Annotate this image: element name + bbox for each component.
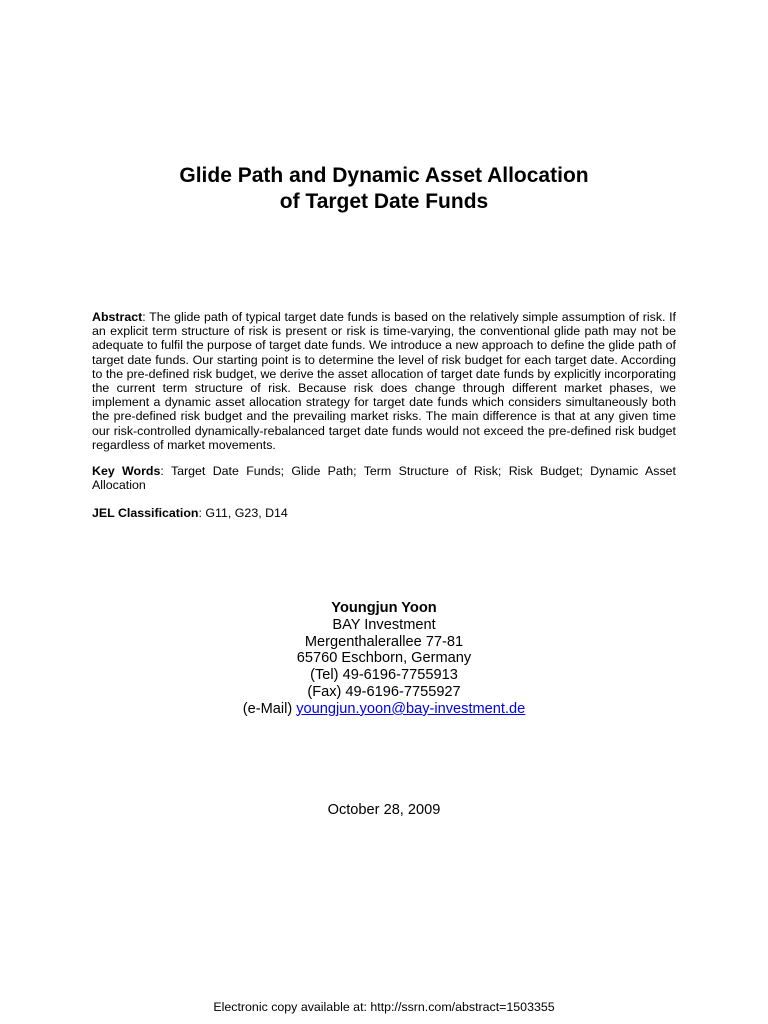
jel-label: JEL Classification [92, 506, 199, 520]
author-email-line [0, 701, 768, 718]
jel-text: : G11, G23, D14 [198, 506, 288, 520]
title-line-2: of Target Date Funds [279, 190, 489, 213]
keywords-paragraph [92, 464, 676, 492]
abstract-label: Abstract [92, 310, 143, 324]
title-line-1: Glide Path and Dynamic Asset Allocation [179, 164, 589, 187]
ssrn-footer: Electronic copy available at: http://ssrn.com/abstract=1503355 [213, 1000, 555, 1014]
paper-date: October 28, 2009 [327, 802, 441, 818]
abstract-paragraph [92, 310, 676, 452]
author-block [0, 600, 768, 718]
paper-title [0, 163, 768, 215]
email-link[interactable]: youngjun.yoon@bay-investment.de [296, 700, 526, 717]
email-label: (e-Mail) [242, 700, 297, 717]
keywords-label: Key Words [92, 464, 161, 478]
author-name: Youngjun Yoon [331, 600, 437, 616]
abstract-text: : The glide path of typical target date funds is based on the relatively simple assumption of risk. If an explicit term structure of risk is present or risk is time-varying, the conventional glide path may not be adequate to fulfil the purpose of target date funds. We introduce a new approach to define the glide path of target date funds. Our starting point is to determine the level of risk budget for each target date. According to the pre-defined risk budget, we derive the asset allocation of target date funds by explicitly incorporating the current term structure of risk. Because risk does change through different market phases, we implement a dynamic asset allocation strategy for target date funds which considers simultaneously both the pre-defined risk budget and the prevailing market risks. The main difference is that at any given time our risk-controlled dynamically-rebalanced target date funds would not exceed the pre-defined risk budget regardless of market movements. [92, 310, 676, 452]
jel-classification [92, 506, 676, 520]
author-city: 65760 Eschborn, Germany [296, 650, 472, 667]
author-company: BAY Investment [332, 616, 436, 633]
author-fax: (Fax) 49-6196-7755927 [307, 683, 461, 700]
keywords-text: : Target Date Funds; Glide Path; Term Structure of Risk; Risk Budget; Dynamic Asset Allocation [92, 464, 676, 493]
author-tel: (Tel) 49-6196-7755913 [310, 667, 458, 684]
author-street: Mergenthalerallee 77-81 [304, 633, 464, 650]
